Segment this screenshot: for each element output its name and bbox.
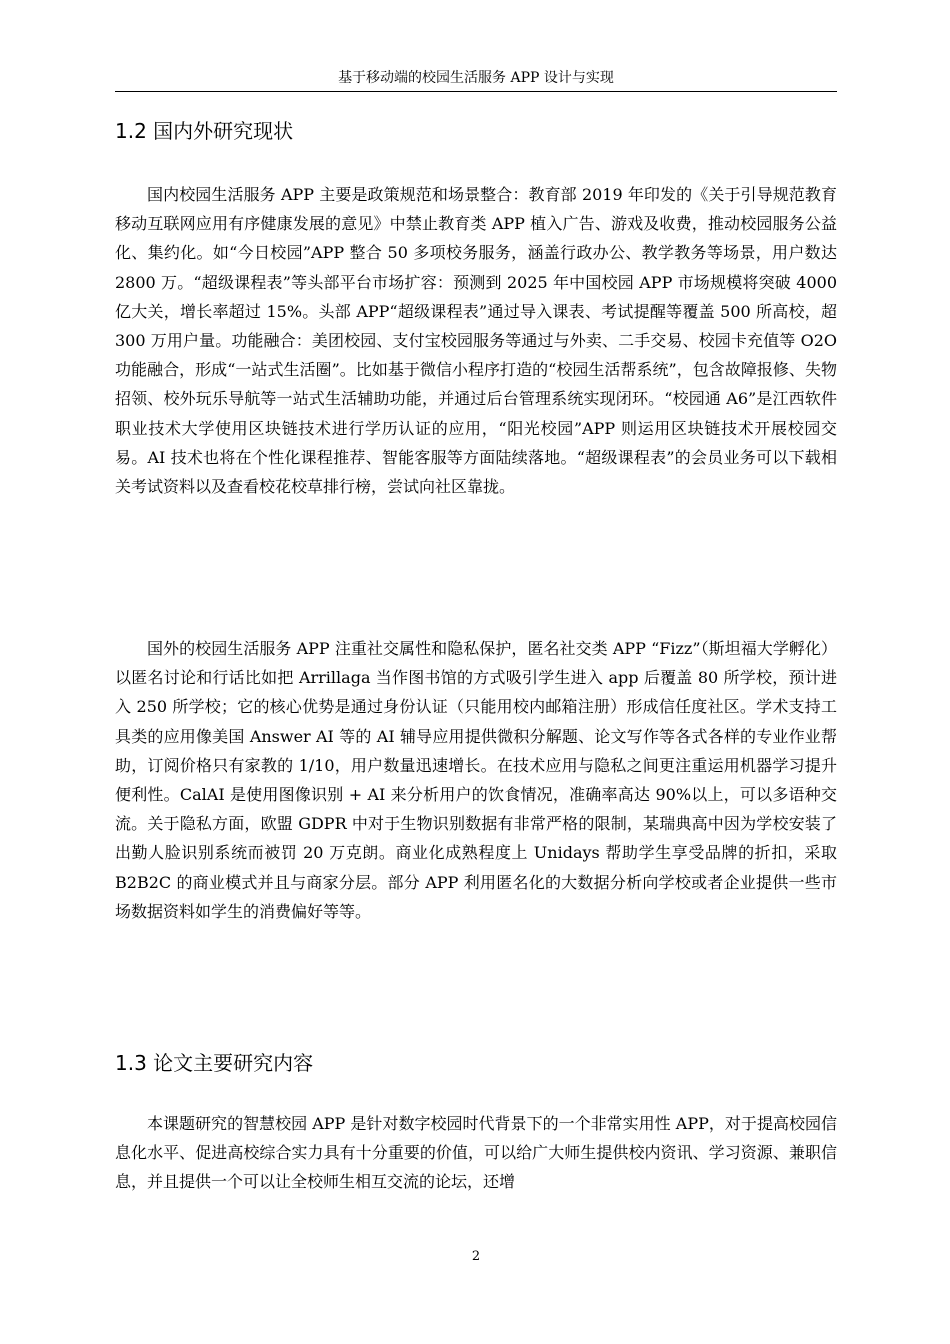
paragraph-domestic-research: 国内校园生活服务 APP 主要是政策规范和场景整合：教育部 2019 年印发的《关于引导规范教育移动互联网应用有序健康发展的意见》中禁止教育类 APP 植入广告、游戏及收费，推动校园服务公益化、集约化。如“今日校园”APP 整合 50 多项校务服务，涵盖行政办公、教学教务等场景，用户数达 2800 万。“超级课程表”等头部平台市场扩容：预测到 2025 年中国校园 APP 市场规模将突破 4000 亿大关，增长率超过 15%。头部 APP“超级课程表”通过导入课表、考试提醒等覆盖 500 所高校，超 300 万用户量。功能融合：美团校园、支付宝校园服务等通过与外卖、二手交易、校园卡充值等 O2O 功能融合，形成“一站式生活圈”。比如基于微信小程序打造的“校园生活帮系统”，包含故障报修、失物招领、校外玩乐导航等一站式生活辅助功能，并通过后台管理系统实现闭环。“校园通 A6”是江西软件职业技术大学使用区块链技术进行学历认证的应用，“阳光校园”APP 则运用区块链技术开展校园交易。AI 技术也将在个性化课程推荐、智能客服等方面陆续落地。“超级课程表”的会员业务可以下载相关考试资料以及查看校花校草排行榜，尝试向社区靠拢。 bbox=[115, 185, 837, 497]
running-header: 基于移动端的校园生活服务 APP 设计与实现 bbox=[338, 70, 614, 86]
section-heading-1-3: 1.3 论文主要研究内容 bbox=[115, 1051, 314, 1075]
page-number: 2 bbox=[471, 1249, 481, 1264]
paragraph-foreign-research: 国外的校园生活服务 APP 注重社交属性和隐私保护，匿名社交类 APP “Fizz”（斯坦福大学孵化）以匿名讨论和行话比如把 Arrillaga 当作图书馆的方式吸引学生进入 app 后覆盖 80 所学校，预计进入 250 所学校；它的核心优势是通过身份认证（只能用校内邮箱注册）形成信任度社区。学术支持工具类的应用像美国 Answer AI 等的 AI 辅导应用提供微积分解题、论文写作等各式各样的专业作业帮助，订阅价格只有家教的 1/10，用户数量迅速增长。在技术应用与隐私之间更注重运用机器学习提升便利性。CalAI 是使用图像识别 + AI 来分析用户的饮食情况，准确率高达 90%以上，可以多语种交流。关于隐私方面，欧盟 GDPR 中对于生物识别数据有非常严格的限制，某瑞典高中因为学校安装了出勤人脸识别系统而被罚 20 万克朗。商业化成熟程度上 Unidays 帮助学生享受品牌的折扣，采取 B2B2C 的商业模式并且与商家分层。部分 APP 利用匿名化的大数据分析向学校或者企业提供一些市场数据资料如学生的消费偏好等等。 bbox=[115, 639, 837, 921]
header-rule bbox=[115, 91, 837, 92]
paragraph-main-research-content: 本课题研究的智慧校园 APP 是针对数字校园时代背景下的一个非常实用性 APP，对于提高校园信息化水平、促进高校综合实力具有十分重要的价值，可以给广大师生提供校内资讯、学习资源、兼职信息，并且提供一个可以让全校师生相互交流的论坛，还增 bbox=[115, 1114, 837, 1192]
section-heading-1-2: 1.2 国内外研究现状 bbox=[115, 119, 294, 143]
